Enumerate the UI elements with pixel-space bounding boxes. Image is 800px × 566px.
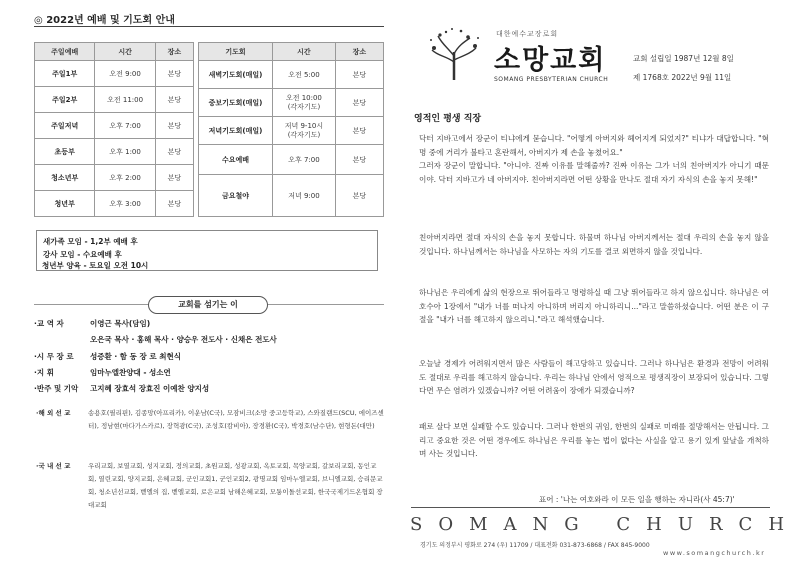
church-name: 소망교회 — [494, 45, 607, 76]
table-cell: 주일저녁 — [35, 113, 95, 139]
servant-row — [90, 334, 277, 345]
table-cell: 오후 7:00 — [95, 113, 155, 139]
established-date: 교회 설립일 1987년 12월 8일 — [633, 54, 734, 63]
mission-key: ·해 외 선 교 — [36, 409, 71, 417]
table-cell: 청년부 — [35, 191, 95, 217]
servants-title: 교회를 섬기는 이 — [148, 296, 268, 314]
table-cell: 새벽기도회(매일) — [199, 61, 273, 89]
table-cell: 금요철야 — [199, 175, 273, 217]
issue-number: 제 1768호 2022년 9월 11일 — [633, 73, 732, 82]
sunday-worship-table — [34, 42, 194, 217]
sermon-paragraph: 닥터 지바고에서 장군이 티냐에게 묻습니다. "어떻게 아버지와 헤어지게 되었지?" 티냐가 대답합니다. "혁명 중에 거리가 불타고 혼란해서, 아버지가 제 손을 놓쳤어요." 그러자 장군이 말합니다. "아니야. 진짜 이유를 말해줄까? 진짜 이유는 그가 너의 친아버지가 아니기 때문이야. 닥터 지바고가 네 아버지야. 친아버지라면 어떤 상황을 만나도 절대 자기 자식의 손을 놓지 못해!" — [419, 134, 769, 184]
domestic-missions — [36, 460, 384, 512]
servant-row — [34, 318, 150, 329]
table-cell: 주일2부 — [35, 87, 95, 113]
table-row — [35, 165, 194, 191]
church-logo-icon — [428, 26, 480, 80]
table-cell: 본당 — [335, 145, 383, 175]
table-row — [199, 145, 384, 175]
table-cell: 저녁 9:00 — [273, 175, 336, 217]
servant-value: 성증환 · 함 동 장 로 최현식 — [90, 352, 181, 361]
table-row — [199, 175, 384, 217]
mission-key: ·국 내 선 교 — [36, 462, 71, 470]
table-cell: 중보기도회(매일) — [199, 89, 273, 117]
table-cell: 오후 3:00 — [95, 191, 155, 217]
table-row — [35, 61, 194, 87]
servant-key: ·교 역 자 — [34, 319, 64, 328]
servant-key: ·시 무 장 로 — [34, 352, 74, 361]
church-denomination: 대한예수교장로회 — [496, 30, 559, 38]
table-cell: 초등부 — [35, 139, 95, 165]
servant-value: 이영근 목사(담임) — [90, 319, 151, 328]
table-row — [35, 139, 194, 165]
servant-row — [34, 383, 209, 394]
mission-list: 우리교회, 보열교회, 성지교회, 정의교회, 초원교회, 성광교회, 옥토교회, 목양교회, 갈보리교회, 동인교회, 열린교회, 양지교회, 은혜교회, 군인교회1, 군인교회2, 광명교회 임마누엘교회, 브니엘교회, 승리문교회, 청소년선교회, 벧엘의 집, 벧엘교회, 로은교회 남해은혜교회, 모퉁이돌선교회, 한국국제기드온협회 장대교회 — [88, 462, 383, 509]
mission-list: 송용호(필리핀), 김종망(아프리카), 이운남(C국), 모잠비크(소망 중고등학교), 스와질랜드(SCU, 에이즈센터), 정남현(마다가스카르), 장혁광(C국), 조성호(캄비아), 장경환(C국), 박경호(남수단), 현형돈(대만) — [88, 409, 384, 430]
servant-value: 고지혜 장효석 장효진 이예찬 양지성 — [90, 384, 210, 393]
table-cell: 본당 — [335, 61, 383, 89]
table-row — [199, 117, 384, 145]
table-cell: 본당 — [335, 117, 383, 145]
table-cell: 오전 10:00 (각자기도) — [273, 89, 336, 117]
notice-item: 청년부 양육 - 토요일 오전 10시 — [42, 261, 149, 270]
table-cell: 오전 5:00 — [273, 61, 336, 89]
servant-row — [34, 367, 171, 378]
sermon-title: 영적인 평생 직장 — [414, 114, 482, 124]
notice-item: 새가족 모임 - 1,2부 예배 후 — [43, 237, 138, 246]
table-cell: 청소년부 — [35, 165, 95, 191]
table-header: 시간 — [95, 43, 155, 61]
servant-key: ·지 휘 — [34, 368, 54, 377]
footer-website-link[interactable]: www.somangchurch.kr — [663, 549, 766, 557]
divider — [34, 26, 384, 27]
sermon-paragraph: 하나님은 우리에게 삶의 현장으로 뛰어들라고 명령하실 때 그냥 뛰어들라고 하지 않으십니다. 하나님은 여호수아 1장에서 "내가 너를 떠나지 아니하며 버리지 아니하리니..."라고 말씀하셨습니다. 어떤 분은 이 구절을 "내가 너를 해고하지 않으리니."라고 해석했습니다. — [419, 288, 769, 324]
servant-value: 임마누엘찬양대 - 성소연 — [90, 368, 171, 377]
table-cell: 본당 — [155, 139, 193, 165]
table-cell: 오후 2:00 — [95, 165, 155, 191]
table-cell: 저녁기도회(매일) — [199, 117, 273, 145]
church-english-name: SOMANG PRESBYTERIAN CHURCH — [494, 76, 609, 83]
table-row — [35, 113, 194, 139]
table-row — [35, 191, 194, 217]
table-row — [35, 87, 194, 113]
table-cell: 본당 — [155, 87, 193, 113]
table-cell: 오전 11:00 — [95, 87, 155, 113]
table-header: 시간 — [273, 43, 336, 61]
table-header: 장소 — [155, 43, 193, 61]
table-header: 장소 — [335, 43, 383, 61]
table-cell: 오전 9:00 — [95, 61, 155, 87]
table-cell: 오후 1:00 — [95, 139, 155, 165]
table-row — [199, 61, 384, 89]
table-cell: 본당 — [155, 165, 193, 191]
footer-address: 경기도 의정부시 평화로 274 (우) 11709 / 대표전화 031-873-6868 / FAX 845-9000 — [420, 542, 650, 549]
motto: 표어 : '나는 여호와라 이 모든 일을 행하는 자니라(사 45:7)' — [539, 495, 735, 504]
table-cell: 본당 — [155, 191, 193, 217]
servant-value: 오은국 목사 · 홍해 목사 · 양승우 전도사 · 신채은 전도사 — [90, 335, 277, 344]
servant-key: ·반주 및 기악 — [34, 384, 79, 393]
table-cell: 수요예배 — [199, 145, 273, 175]
sermon-paragraph: 친아버지라면 절대 자식의 손을 놓지 못합니다. 하물며 하나님 아버지께서는 절대 우리의 손을 놓지 않을 것입니다. 하나님께서는 하나님을 사모하는 자의 기도를 결코 외면하지 않을 것입니다. — [419, 233, 769, 256]
sermon-paragraph: 오늘날 경제가 어려워지면서 많은 사람들이 해고당하고 있습니다. 그러나 하나님은 환경과 전망이 어려워도 절대로 우리를 해고하지 않습니다. 우리는 하나님 안에서 영적으로 평생직장이 보장되어 있습니다. 그렇다면 무슨 염려가 있겠습니까? 어떤 어려움이 장애가 되겠습니까? — [419, 359, 769, 395]
table-cell: 주일1부 — [35, 61, 95, 87]
table-cell: 본당 — [335, 175, 383, 217]
table-cell: 저녁 9-10시 (각자기도) — [273, 117, 336, 145]
table-cell: 본당 — [155, 61, 193, 87]
table-cell: 오후 7:00 — [273, 145, 336, 175]
servant-row — [34, 351, 181, 362]
divider — [411, 507, 770, 508]
table-header: 주일예배 — [35, 43, 95, 61]
schedule-title: ◎ 2022년 예배 및 기도회 안내 — [34, 15, 175, 26]
sermon-paragraph: 패로 살다 보면 실패할 수도 있습니다. 그러나 한번의 귀임, 한번의 실패로 미래를 절망해서는 안됩니다. 그리고 중요한 것은 어떤 경우에도 하나님은 우리를 놓는 법이 없다는 사실을 알고 용기 있게 앞날을 개척하며 사는 것입니다. — [419, 422, 769, 458]
notice-item: 강사 모임 - 수요예배 후 — [43, 250, 122, 259]
table-row — [199, 89, 384, 117]
footer-church-name: SOMANG CHURCH — [410, 514, 800, 535]
table-header: 기도회 — [199, 43, 273, 61]
table-cell: 본당 — [335, 89, 383, 117]
prayer-meeting-table — [198, 42, 384, 217]
overseas-missions — [36, 407, 384, 433]
table-cell: 본당 — [155, 113, 193, 139]
